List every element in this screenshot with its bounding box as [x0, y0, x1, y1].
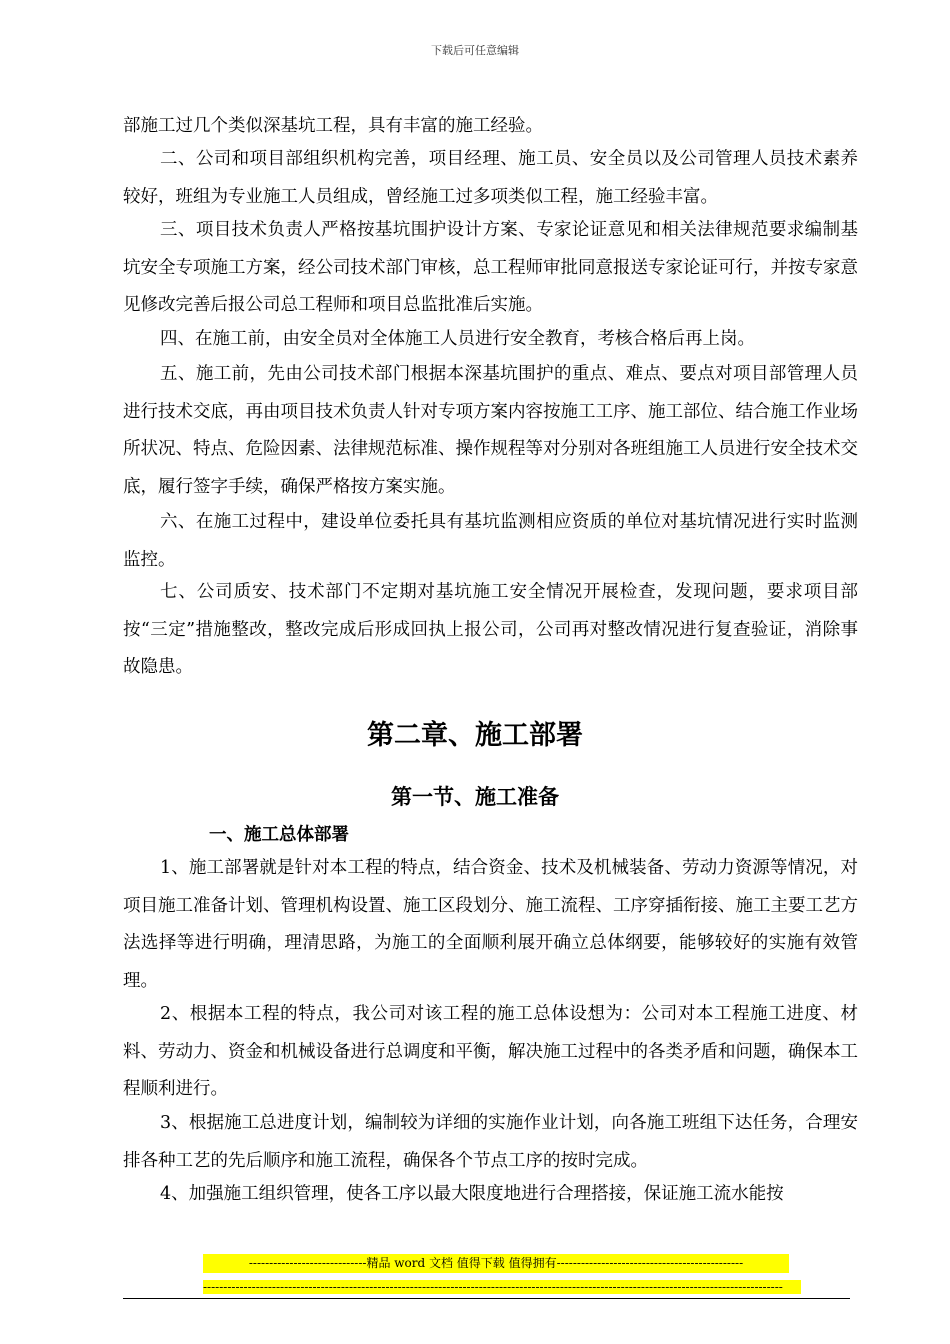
paragraph-step-2: 2、根据本工程的特点，我公司对该工程的施工总体设想为：公司对本工程施工进度、材料、劳动力、资金和机械设备进行总调度和平衡，解决施工过程中的各类矛盾和问题，确保本工程顺利进行。	[123, 1004, 858, 1099]
paragraph-item-3: 三、项目技术负责人严格按基坑围护设计方案、专家论证意见和相关法律规范要求编制基坑安全专项施工方案，经公司技术部门审核，总工程师审批同意报送专家论证可行，并按专家意见修改完善后报公司总工程师和项目总监批准后实施。	[123, 220, 858, 315]
section-title: 第一节、施工准备	[391, 784, 559, 809]
paragraph-item-4: 四、在施工前，由安全员对全体施工人员进行安全教育，考核合格后再上岗。	[160, 329, 755, 349]
paragraph-item-5: 五、施工前，先由公司技术部门根据本深基坑围护的重点、难点、要点对项目部管理人员进行技术交底，再由项目技术负责人针对专项方案内容按施工工序、施工部位、结合施工作业场所状况、特点、危险因素、法律规范标准、操作规程等对分别对各班组施工人员进行安全技术交底，履行签字手续，确保严格按方案实施。	[123, 364, 858, 497]
paragraph-item-7: 七、公司质安、技术部门不定期对基坑施工安全情况开展检查，发现问题，要求项目部按“三定”措施整改，整改完成后形成回执上报公司，公司再对整改情况进行复查验证，消除事故隐患。	[123, 582, 858, 677]
paragraph-step-1: 1、施工部署就是针对本工程的特点，结合资金、技术及机械装备、劳动力资源等情况，对项目施工准备计划、管理机构设置、施工区段划分、施工流程、工序穿插衔接、施工主要工艺方法选择等进行明确，理清思路，为施工的全面顺利展开确立总体纲要，能够较好的实施有效管理。	[123, 858, 858, 991]
paragraph-step-3: 3、根据施工总进度计划，编制较为详细的实施作业计划，向各施工班组下达任务，合理安排各种工艺的先后顺序和施工流程，确保各个节点工序的按时完成。	[123, 1113, 858, 1171]
footer-banner: -----------------------------精品 word 文档 值得下载 值得拥有----------------------------------------------	[203, 1254, 789, 1273]
footer-divider	[123, 1298, 850, 1299]
footer-dashes: -----------------------------------------------------------------------------------------------------------------------------------------------	[203, 1280, 801, 1294]
chapter-title: 第二章、施工部署	[367, 720, 583, 751]
paragraph-item-2: 二、公司和项目部组织机构完善，项目经理、施工员、安全员以及公司管理人员技术素养较好，班组为专业施工人员组成，曾经施工过多项类似工程，施工经验丰富。	[123, 149, 858, 207]
page-header: 下载后可任意编辑	[431, 44, 519, 57]
paragraph-continued: 部施工过几个类似深基坑工程，具有丰富的施工经验。	[123, 116, 543, 136]
paragraph-item-6: 六、在施工过程中，建设单位委托具有基坑监测相应资质的单位对基坑情况进行实时监测监控。	[123, 512, 858, 570]
subsection-title: 一、施工总体部署	[209, 825, 349, 845]
paragraph-step-4: 4、加强施工组织管理，使各工序以最大限度地进行合理搭接，保证施工流水能按	[160, 1184, 784, 1204]
